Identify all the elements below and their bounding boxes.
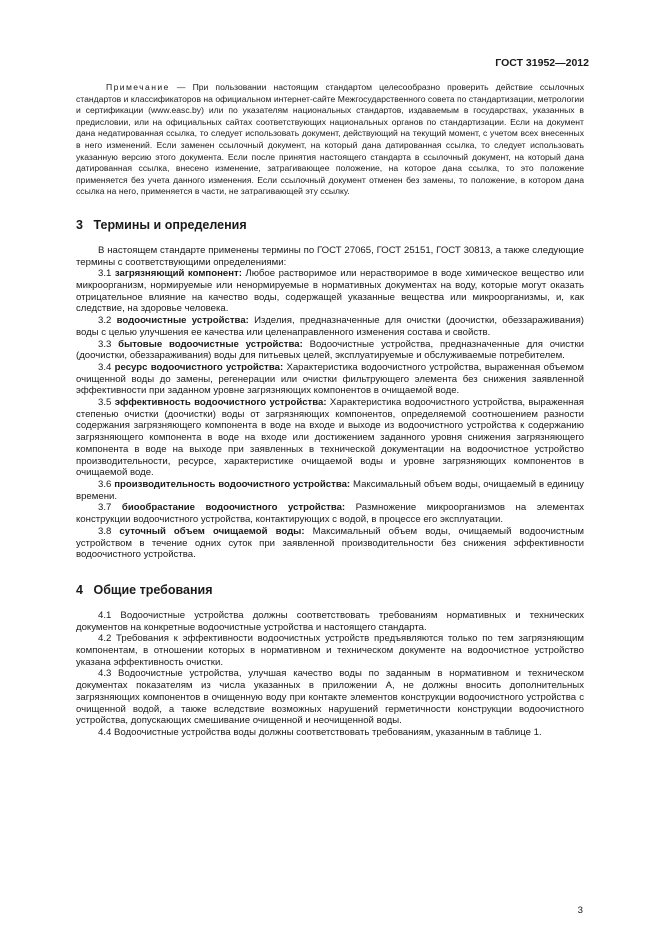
term-number: 3.6	[98, 479, 112, 490]
section-3-intro: В настоящем стандарте применены термины по ГОСТ 27065, ГОСТ 25151, ГОСТ 30813, а также следующие термины с соответствующими определениями:	[76, 244, 584, 268]
term-name: загрязняющий компонент:	[114, 268, 242, 280]
term-number: 3.2	[98, 315, 112, 327]
term-definition: Размножение микроорганизмов на элементах конструкции водоочистного устройства, контактирующих с водой, в процессе его эксплуатации.	[76, 502, 584, 526]
note-label: Примечание	[106, 82, 170, 92]
term-paragraph	[76, 362, 584, 397]
term-name: суточный объем очищаемой воды:	[119, 525, 305, 537]
term-number: 3.8	[98, 525, 112, 537]
requirement-paragraph: 4.2 Требования к эффективности водоочистных устройств предъявляются только по тем загрязняющим компонентам, в отношении которых в нормативном и техническом документе на водоочистное устройство указана эффективность очистки.	[76, 633, 584, 668]
section-title: Общие требования	[93, 582, 213, 597]
term-name: водоочистные устройства:	[116, 315, 249, 327]
term-paragraph	[76, 479, 584, 502]
page-content	[76, 82, 584, 739]
requirement-paragraph: 4.3 Водоочистные устройства, улучшая качество воды по заданным в нормативном и техническом документах показателям из числа указанных в приложении А, не должны вносить дополнительных загрязняющих компонентов в очищенную воду при контакте элементов конструкции водоочистного устройства с очищенной водой, а также вследствие возможных нарушений герметичности конструкции водоочистного устройства, допускающих смешивание очищенной и неочищенной воды.	[76, 668, 584, 727]
term-number: 3.5	[98, 397, 112, 409]
page-number: 3	[577, 905, 583, 916]
term-definition: Характеристика водоочистного устройства, выраженная степенью очистки (доочистки) воды от загрязняющих компонентов, определяемой соотношением разности содержания загрязняющего компонента в воде на входе и выходе из водоочистного устройства к содержанию загрязняющего компонента в воде на входе или достижением заданного уровня снижения загрязняющего компонента в воде на выходе при заявленных в технической документации на водоочистное устройство производительности, ресурсе, характеристике очищаемой воды и уровне загрязняющих компонентов в очищаемой воде.	[76, 397, 584, 479]
term-definition: Любое растворимое или нерастворимое в воде химическое вещество или микроорганизм, нормируемые или ненормируемые в нормативных документах на воду, которые могут оказать отрицательное влияние на качество воды, содержащей указанные вещества или микроорганизмы, и, как следствие, на здоровье человека.	[76, 268, 585, 315]
section-number: 4	[76, 582, 83, 597]
term-definition: Максимальный объем воды, очищаемый в единицу времени.	[76, 479, 584, 502]
section-4-heading	[76, 583, 584, 597]
term-paragraph	[76, 397, 584, 479]
term-definition: Изделия, предназначенные для очистки (доочистки, обеззараживания) воды с целью улучшения ее качества или целенаправленного изменения состава и свойств.	[76, 315, 585, 338]
term-number: 3.1	[98, 268, 112, 280]
requirement-paragraph: 4.1 Водоочистные устройства должны соответствовать требованиям нормативных и технических документов на конкретные водоочистные устройства и настоящего стандарта.	[76, 609, 584, 633]
term-definition: Максимальный объем воды, очищаемый водоочистным устройством в течение одних суток при заявленной производительности без снижения эффективности водоочистного устройства.	[76, 525, 585, 561]
term-name: эффективность водоочистного устройства:	[114, 397, 327, 409]
term-paragraph	[76, 315, 584, 338]
term-number: 3.3	[98, 338, 112, 350]
term-name: бытовые водоочистные устройства:	[118, 338, 303, 350]
term-name: ресурс водоочистного устройства:	[114, 361, 284, 373]
term-paragraph	[76, 502, 584, 525]
term-definition: Характеристика водоочистного устройства, выраженная объемом очищенной воды до замены, регенерации или очистки фильтрующего элемента без снижения заявленной эффективности при заданном уровне загрязняющих компонентов в очищаемой воде.	[76, 361, 584, 397]
term-name: биообрастание водоочистного устройства:	[121, 502, 346, 514]
note-paragraph	[76, 82, 584, 198]
section-3-heading	[76, 218, 584, 232]
term-paragraph	[76, 268, 584, 315]
term-name: производительность водоочистного устройства:	[114, 479, 351, 490]
section-title: Термины и определения	[93, 217, 247, 232]
term-paragraph	[76, 526, 584, 561]
term-paragraph	[76, 339, 584, 362]
document-code: ГОСТ 31952—2012	[495, 57, 589, 69]
section-number: 3	[76, 217, 83, 232]
term-number: 3.4	[98, 361, 112, 373]
term-definition: Водоочистные устройства, предназначенные для очистки (доочистки, обеззараживания) воды для питьевых целей, эксплуатируемые и обслуживаемые потребителем.	[76, 338, 585, 362]
term-number: 3.7	[98, 502, 112, 514]
note-text: — При пользовании настоящим стандартом целесообразно проверить действие ссылочных стандартов и классификаторов на официальном интернет-сайте Межгосударственного совета по стандартизации, метрологии и сертификации (www.easc.by) или по указателям национальных стандартов, издаваемым в государствах, указанных в предисловии, или на официальных сайтах соответствующих национальных органов по стандартизации. Если на документ дана недатированная ссылка, то следует использовать документ, действующий на текущий момент, с учетом всех внесенных в него изменений. Если заменен ссылочный документ, на который дана датированная ссылка, то следует использовать указанную версию этого документа. Если после принятия настоящего стандарта в ссылочный документ, на который дана датированная ссылка, внесено изменение, затрагивающее положение, на которое дана ссылка, то это положение применяется без учета данного изменения. Если ссылочный документ отменен без замены, то положение, в котором дана ссылка на него, применяется в части, не затрагивающей эту ссылку.	[76, 82, 584, 197]
requirement-paragraph: 4.4 Водоочистные устройства воды должны соответствовать требованиям, указанным в таблице 1.	[98, 726, 542, 738]
